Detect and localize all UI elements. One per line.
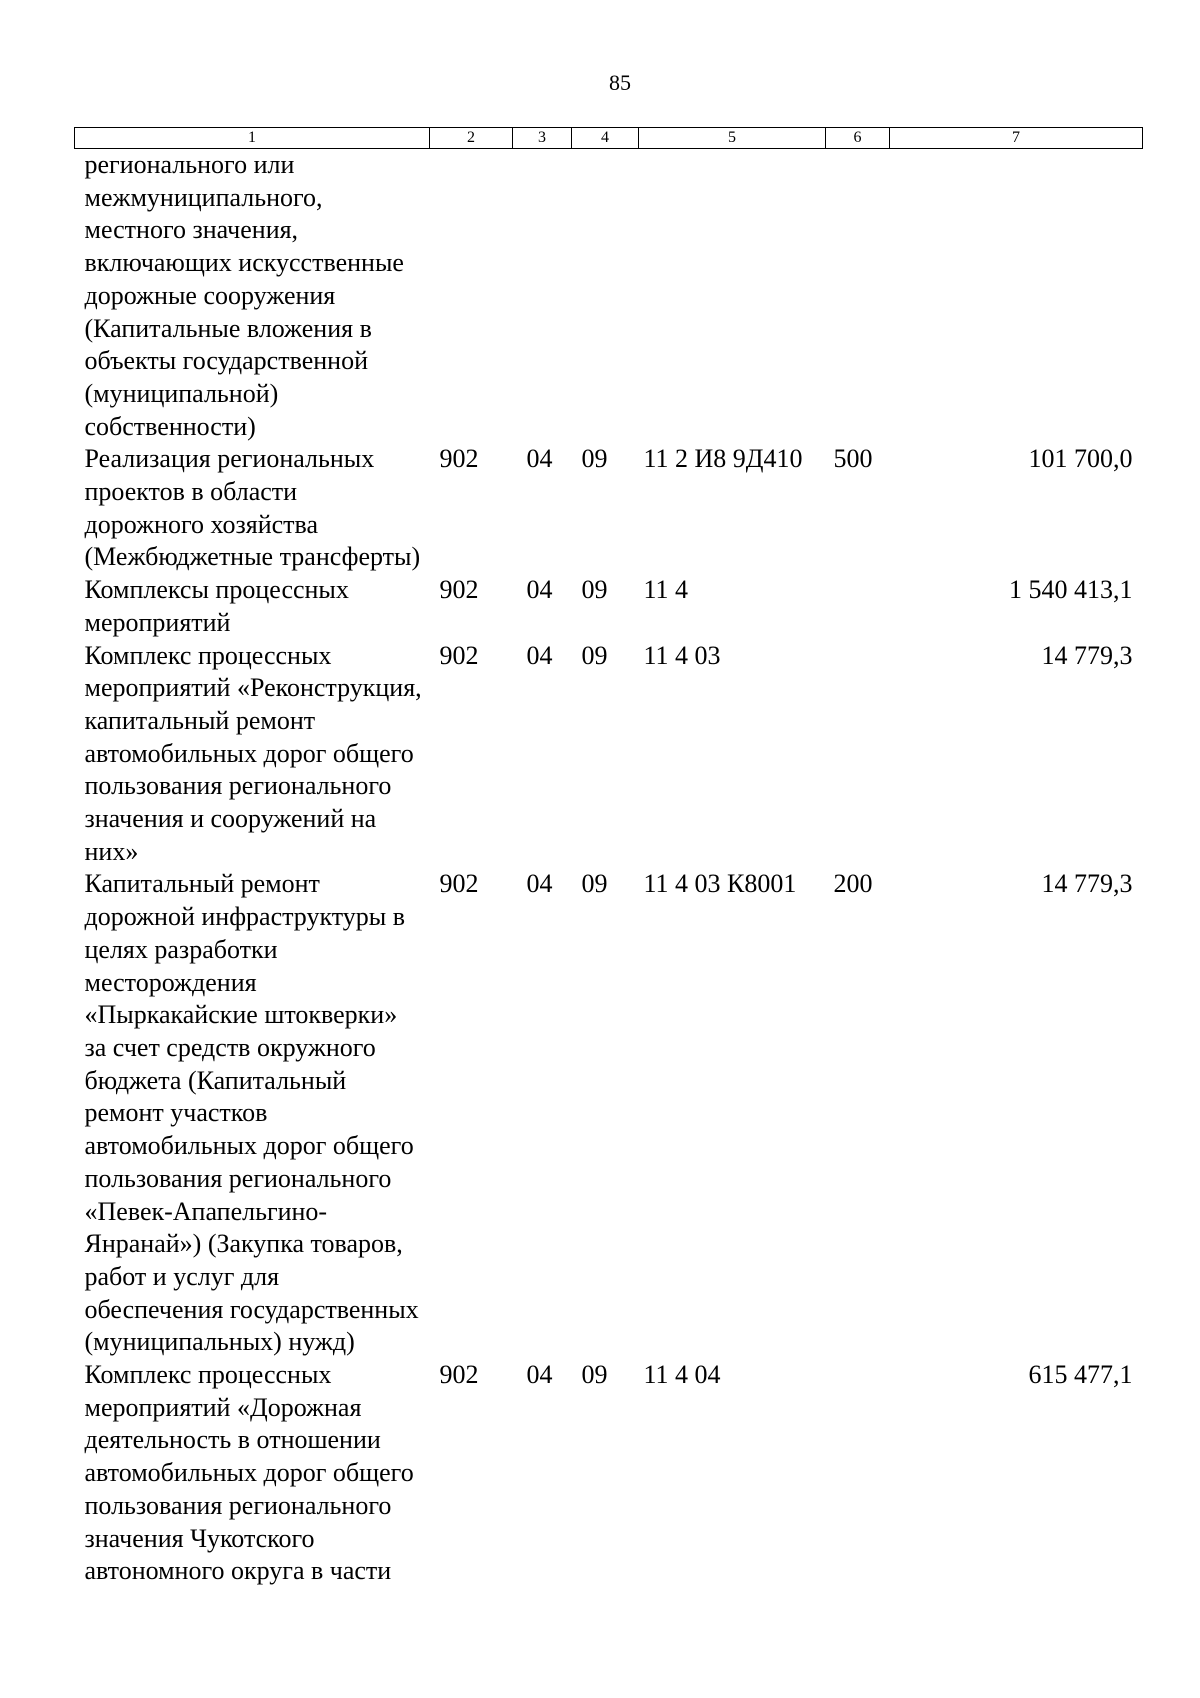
subsection-code-cell: [572, 640, 639, 869]
item-description: Комплексы процессных мероприятий: [84, 575, 349, 637]
column-number: 2: [430, 128, 513, 149]
expense-type-code-cell: [826, 868, 890, 1359]
amount-cell: [890, 443, 1143, 574]
item-description-cell: [75, 1359, 430, 1588]
expense-type-code-cell: [826, 640, 890, 869]
target-article-code-cell: [639, 149, 826, 444]
expense-type-code-cell: [826, 443, 890, 574]
amount: 14 779,3: [1041, 640, 1133, 670]
expense-type-code-cell: [826, 1359, 890, 1588]
subsection-code: 09: [581, 444, 608, 474]
subsection-code-cell: [572, 1359, 639, 1588]
column-number: 7: [890, 128, 1143, 149]
expense-type-code: 500: [833, 444, 873, 474]
item-description: регионального или межмуниципального, местного значения, включающих искусственные дорожные сооружения (Капитальные вложения в объекты государственной (муниципальной) собственности): [84, 150, 404, 441]
table-row: [75, 640, 1143, 869]
column-number: 5: [639, 128, 826, 149]
amount: 1 540 413,1: [1009, 575, 1133, 605]
chapter-code: 902: [439, 640, 479, 670]
section-code-cell: [513, 149, 572, 444]
target-article-code-cell: [639, 868, 826, 1359]
amount-cell: [890, 868, 1143, 1359]
subsection-code-cell: [572, 149, 639, 444]
table-row: [75, 1359, 1143, 1588]
chapter-code: 902: [439, 869, 479, 899]
table-row: [75, 574, 1143, 639]
amount-cell: [890, 149, 1143, 444]
amount-cell: [890, 574, 1143, 639]
target-article-code-cell: [639, 574, 826, 639]
section-code-cell: [513, 1359, 572, 1588]
column-number-row: [75, 128, 1143, 149]
section-code: 04: [526, 1360, 553, 1390]
column-number: 3: [513, 128, 572, 149]
amount: 14 779,3: [1041, 869, 1133, 899]
section-code: 04: [526, 640, 553, 670]
section-code-cell: [513, 640, 572, 869]
chapter-code: 902: [439, 444, 479, 474]
section-code-cell: [513, 443, 572, 574]
subsection-code: 09: [581, 640, 608, 670]
section-code: 04: [526, 444, 553, 474]
expense-type-code-cell: [826, 149, 890, 444]
amount: 615 477,1: [1028, 1360, 1133, 1390]
chapter-code-cell: [430, 443, 513, 574]
item-description: Реализация региональных проектов в области дорожного хозяйства (Межбюджетные трансферты): [84, 444, 421, 572]
target-article-code-cell: [639, 443, 826, 574]
chapter-code: 902: [439, 575, 479, 605]
chapter-code-cell: [430, 1359, 513, 1588]
section-code: 04: [526, 869, 553, 899]
amount-cell: [890, 1359, 1143, 1588]
item-description-cell: [75, 443, 430, 574]
subsection-code-cell: [572, 443, 639, 574]
item-description-cell: [75, 149, 430, 444]
target-article-code-cell: [639, 1359, 826, 1588]
subsection-code: 09: [581, 869, 608, 899]
item-description-cell: [75, 574, 430, 639]
target-article-code: 11 4 04: [643, 1360, 721, 1390]
chapter-code-cell: [430, 640, 513, 869]
section-code-cell: [513, 868, 572, 1359]
target-article-code: 11 4: [643, 575, 689, 605]
target-article-code-cell: [639, 640, 826, 869]
amount-cell: [890, 640, 1143, 869]
target-article-code: 11 2 И8 9Д410: [643, 444, 803, 474]
target-article-code: 11 4 03: [643, 640, 721, 670]
item-description: Комплекс процессных мероприятий «Реконструкция, капитальный ремонт автомобильных дорог общего пользования регионального значения и сооружений на них»: [84, 640, 422, 866]
chapter-code-cell: [430, 574, 513, 639]
chapter-code-cell: [430, 868, 513, 1359]
item-description: Комплекс процессных мероприятий «Дорожная деятельность в отношении автомобильных дорог общего пользования регионального значения Чукотского автономного округа в части: [84, 1360, 414, 1586]
subsection-code: 09: [581, 575, 608, 605]
section-code: 04: [526, 575, 553, 605]
item-description-cell: [75, 868, 430, 1359]
chapter-code-cell: [430, 149, 513, 444]
section-code-cell: [513, 574, 572, 639]
item-description-cell: [75, 640, 430, 869]
table-row: [75, 149, 1143, 444]
expense-type-code-cell: [826, 574, 890, 639]
item-description: Капитальный ремонт дорожной инфраструктуры в целях разработки месторождения «Пыркакайские штокверки» за счет средств окружного бюджета (Капитальный ремонт участков автомобильных дорог общего пользования регионального «Певек-Апапельгино- Янранай») (Закупка товаров, работ и услуг для обеспечения государственных (муниципальных) нужд): [84, 869, 419, 1357]
target-article-code: 11 4 03 К8001: [643, 869, 797, 899]
amount: 101 700,0: [1028, 444, 1133, 474]
column-number: 4: [572, 128, 639, 149]
subsection-code-cell: [572, 868, 639, 1359]
subsection-code: 09: [581, 1360, 608, 1390]
subsection-code-cell: [572, 574, 639, 639]
page-number: 85: [609, 70, 631, 95]
table-row: [75, 868, 1143, 1359]
chapter-code: 902: [439, 1360, 479, 1390]
budget-table: [74, 127, 1143, 1588]
column-number: 1: [75, 128, 430, 149]
column-number: 6: [826, 128, 890, 149]
expense-type-code: 200: [833, 869, 873, 899]
table-row: [75, 443, 1143, 574]
